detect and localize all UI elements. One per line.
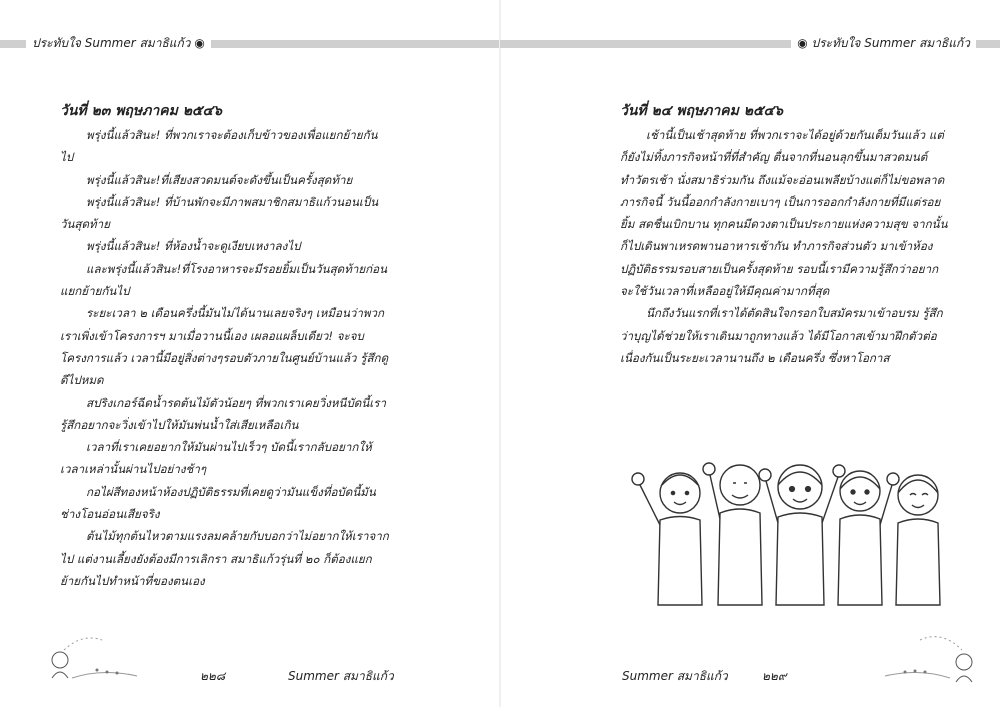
paragraph: เช้านี้เป็นเช้าสุดท้าย ที่พวกเราจะได้อยู่ด้วยกันเต็มวันแล้ว แต่ก็ยังไม่ทิ้งภารกิจหน้าที่ที่สำคัญ ตื่นจากที่นอนลุกขึ้นมาสวดมนต์ ทำวัตรเช้า นั่งสมาธิร่วมกัน ถึงแม้จะอ่อนเพลียบ้างแต่ก็ไม่ขอพลาดภารกิจนี้ วันนี้ออกกำลังกายเบาๆ เป็นการออกกำลังกายที่มีแต่รอยยิ้ม สดชื่นเบิกบาน ทุกคนมีดวงตาเป็นประกายแห่งความสุข จากนั้นก็ไปเดินพาเหรดพานอาหารเช้ากัน ทำภารกิจส่วนตัว มาเข้าห้องปฏิบัติธรรมรอบสายเป็นครั้งสุดท้าย รอบนี้เรามีความรู้สึกว่าอยากจะใช้วันเวลาที่เหลืออยู่ให้มีคุณค่ามากที่สุด xyxy=(620,128,948,299)
entry-body xyxy=(60,124,390,592)
paragraph: นึกถึงวันแรกที่เราได้ตัดสินใจกรอกใบสมัครมาเข้าอบรม รู้สึกว่าบุญได้ช่วยให้เราเดินมาถูกทางแล้ว ได้มีโอกาสเข้ามาฝึกตัวต่อเนื่องกันเป็นระยะเวลานานถึง ๒ เดือนครึ่ง ซึ่งหาโอกาส xyxy=(620,306,943,365)
right-page xyxy=(500,0,1000,707)
paragraph: พรุ่งนี้แล้วสินะ! ที่ห้องน้ำจะดูเงียบเหงาลงไป xyxy=(86,239,301,254)
running-header: ประทับใจ Summer สมาธิแก้ว ◉ xyxy=(26,34,211,52)
entry-body xyxy=(620,124,950,369)
page-number: ๒๒๙ xyxy=(762,669,787,683)
waving-children-illustration xyxy=(630,445,960,610)
paragraph: ระยะเวลา ๒ เดือนครึ่งนี้มันไม่ได้นานเลยจริงๆ เหมือนว่าพวกเราเพิ่งเข้าโครงการฯ มาเมื่อวานนี้เอง เผลอแผล็บเดียว! จะจบโครงการแล้ว เวลานี้มีอยู่สิ่งต่างๆรอบตัวภายในศูนย์บ้านแล้ว รู้สึกดูดีไปหมด xyxy=(60,306,389,388)
entry-date: วันที่ ๒๔ พฤษภาคม ๒๕๔๖ xyxy=(620,103,784,119)
page-number: ๒๒๘ xyxy=(200,669,226,683)
paragraph: เวลาที่เราเคยอยากให้มันผ่านไปเร็วๆ บัดนี้เรากลับอยากให้เวลาเหล่านั้นผ่านไปอย่างช้าๆ xyxy=(60,440,372,477)
paragraph: และพรุ่งนี้แล้วสินะ!ที่โรงอาหารจะมีรอยยิ้มเป็นวันสุดท้ายก่อนแยกย้ายกันไป xyxy=(60,261,388,299)
paragraph: พรุ่งนี้แล้วสินะ! ที่พวกเราจะต้องเก็บข้าวของเพื่อแยกย้ายกันไป xyxy=(60,128,378,165)
footer-book-title: Summer สมาธิแก้ว xyxy=(288,669,394,683)
footer-doodle-illustration xyxy=(880,628,980,688)
paragraph: ต้นไม้ทุกต้นไหวตามแรงลมคล้ายกับบอกว่าไม่อยากให้เราจากไป แต่งานเลี้ยงยังต้องมีการเลิกรา สมาธิแก้วรุ่นที่ ๒๐ ก็ต้องแยกย้ายกันไปทำหน้าที่ของตนเอง xyxy=(60,529,389,588)
paragraph: กอไผ่สีทองหน้าห้องปฏิบัติธรรมที่เคยดูว่ามันแข็งที่อบัดนี้มันช่างโอนอ่อนเสียจริง xyxy=(60,484,376,522)
running-header: ◉ ประทับใจ Summer สมาธิแก้ว xyxy=(791,34,976,52)
entry-date: วันที่ ๒๓ พฤษภาคม ๒๕๔๖ xyxy=(60,103,223,119)
paragraph: พรุ่งนี้แล้วสินะ!ที่เสียงสวดมนต์จะดังขึ้นเป็นครั้งสุดท้าย xyxy=(86,172,353,187)
paragraph: พรุ่งนี้แล้วสินะ! ที่บ้านพักจะมีภาพสมาชิกสมาธิแก้วนอนเป็นวันสุดท้าย xyxy=(60,194,379,232)
paragraph: สปริงเกอร์ฉีดน้ำรดต้นไม้ตัวน้อยๆ ที่พวกเราเคยวิ่งหนีบัดนี้เรารู้สึกอยากจะวิ่งเข้าไปให้มันพ่นน้ำใส่เสียเหลือเกิน xyxy=(60,395,386,432)
footer-doodle-illustration xyxy=(42,628,142,688)
footer-book-title: Summer สมาธิแก้ว xyxy=(622,669,728,683)
